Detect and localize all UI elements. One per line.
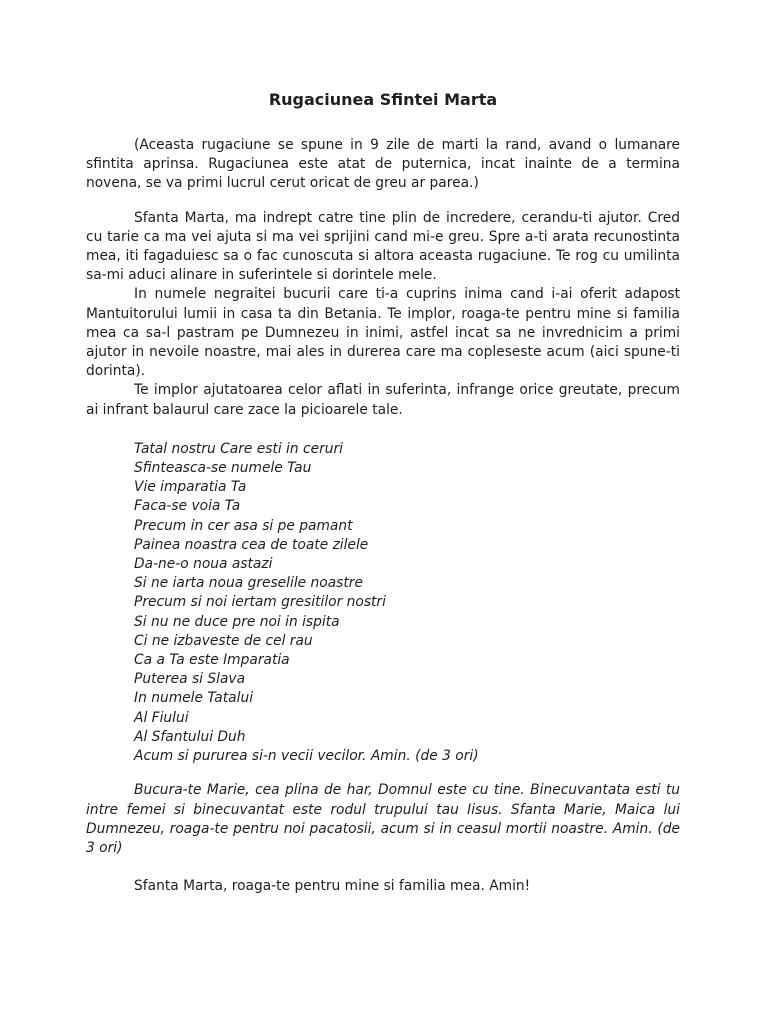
prayer-line: Vie imparatia Ta <box>134 479 247 496</box>
prayer-line: Si nu ne duce pre noi in ispita <box>134 613 340 630</box>
our-father-prayer <box>86 440 680 766</box>
prayer-line: Tatal nostru Care esti in ceruri <box>134 440 344 457</box>
paragraph-sfanta-marta: Sfanta Marta, ma indrept catre tine plin de incredere, cerandu-ti ajutor. Cred cu tarie ca ma vei ajuta si ma vei sprijini cand mi-e greu. Spre a-ti arata recunostinta mea, iti fagaduiesc sa o fac cunoscuta si altora aceasta rugaciune. Te rog cu umilinta sa-mi aduci alinare in suferintele si dorintele mele. <box>86 209 680 284</box>
prayer-line: Ci ne izbaveste de cel rau <box>134 632 313 649</box>
prayer-line: Ca a Ta este Imparatia <box>134 652 290 669</box>
prayer-line: Acum si pururea si-n vecii vecilor. Amin. (de 3 ori) <box>134 748 479 765</box>
prayer-line: Sfinteasca-se numele Tau <box>134 460 312 477</box>
prayer-line: Puterea si Slava <box>134 671 246 688</box>
prayer-line: Al Fiului <box>134 709 189 726</box>
intro-note-paragraph: (Aceasta rugaciune se spune in 9 zile de marti la rand, avand o lumanare sfintita aprinsa. Rugaciunea este atat de puternica, incat inainte de a termina novena, se va primi lucrul cerut oricat de greu ar parea.) <box>86 137 680 192</box>
prayer-line: In numele Tatalui <box>134 690 254 707</box>
hail-mary-paragraph: Bucura-te Marie, cea plina de har, Domnul este cu tine. Binecuvantata esti tu intre femei si binecuvantat este rodul trupului tau Iisus. Sfanta Marie, Maica lui Dumnezeu, roaga-te pentru noi pacatosii, acum si in ceasul mortii noastre. Amin. (de 3 ori) <box>86 782 680 856</box>
prayer-line: Si ne iarta noua greselile noastre <box>134 575 363 592</box>
prayer-line: Painea noastra cea de toate zilele <box>134 536 369 553</box>
prayer-line: Precum in cer asa si pe pamant <box>134 517 353 534</box>
paragraph-te-implor: Te implor ajutatoarea celor aflati in suferinta, infrange orice greutate, precum ai infrant balaurul care zace la picioarele tale. <box>86 382 680 418</box>
prayer-line: Faca-se voia Ta <box>134 498 241 515</box>
paragraph-betania: In numele negraitei bucurii care ti-a cuprins inima cand i-ai oferit adapost Mantuitorului lumii in casa ta din Betania. Te implor, roaga-te pentru mine si familia mea ca sa-l pastram pe Dumnezeu in inimi, astfel incat sa ne invrednicim a primi ajutor in nevoile noastre, mai ales in durerea care ma copleseste acum (aici spune-ti dorinta). <box>86 286 680 380</box>
prayer-line: Da-ne-o noua astazi <box>134 556 273 573</box>
prayer-line: Precum si noi iertam gresitilor nostri <box>134 594 386 611</box>
page-title: Rugaciunea Sfintei Marta <box>268 90 498 109</box>
prayer-line: Al Sfantului Duh <box>134 728 246 745</box>
closing-line: Sfanta Marta, roaga-te pentru mine si familia mea. Amin! <box>134 878 531 895</box>
